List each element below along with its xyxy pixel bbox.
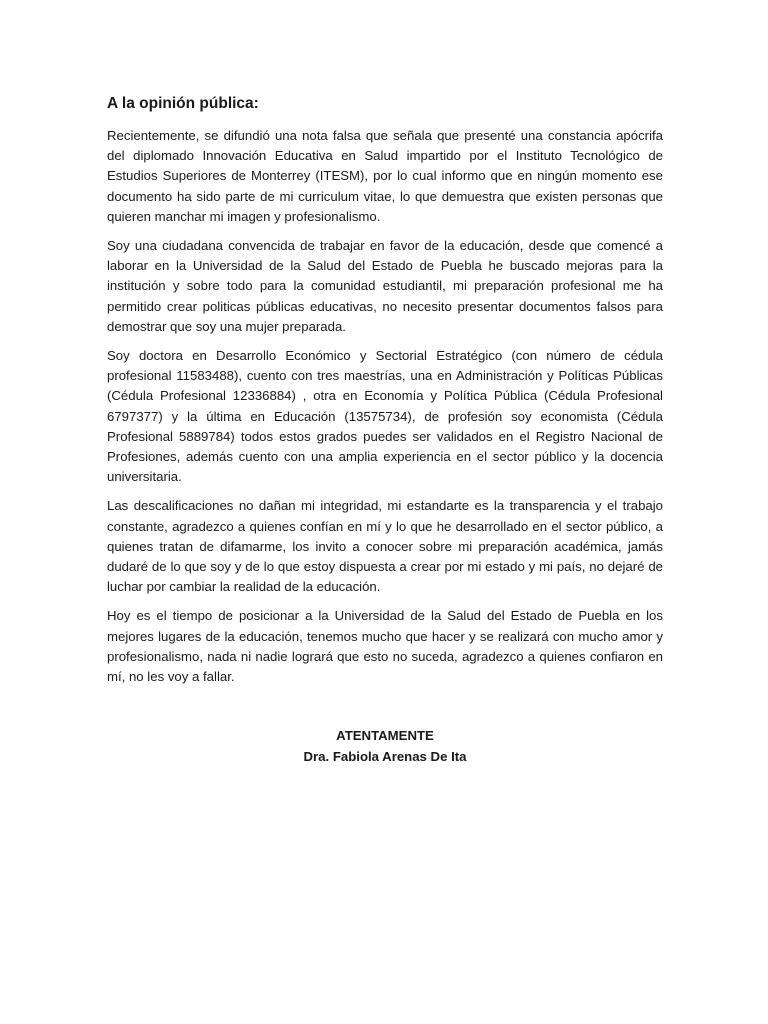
- letter-heading: A la opinión pública:: [107, 95, 259, 112]
- signer-name: Dra. Fabiola Arenas De Ita: [303, 749, 467, 765]
- paragraph-1: Recientemente, se difundió una nota falsa que señala que presenté una constancia apócrifa del diplomado Innovación Educativa en Salud impartido por el Instituto Tecnológico de Estudios Superiores de Monterrey (ITESM), por lo cual informo que en ningún momento ese documento ha sido parte de mi curriculum vitae, lo que demuestra que existen personas que quieren manchar mi imagen y profesionalismo.: [107, 128, 663, 224]
- closing-text: ATENTAMENTE: [336, 728, 434, 744]
- paragraph-2: Soy una ciudadana convencida de trabajar en favor de la educación, desde que comencé a laborar en la Universidad de la Salud del Estado de Puebla he buscado mejoras para la institución y sobre todo para la comunidad estudiantil, mi preparación profesional me ha permitido crear politicas públicas educativas, no necesito presentar documentos falsos para demostrar que soy una mujer preparada.: [107, 238, 663, 334]
- signature-block: [107, 725, 663, 767]
- paragraph-3: Soy doctora en Desarrollo Económico y Sectorial Estratégico (con número de cédula profesional 11583488), cuento con tres maestrías, una en Administración y Políticas Públicas (Cédula Profesional 12336884) , otra en Economía y Política Pública (Cédula Profesional 6797377) y la última en Educación (13575734), de profesión soy economista (Cédula Profesional 5889784) todos estos grados puedes ser validados en el Registro Nacional de Profesiones, además cuento con una amplia experiencia en el sector público y la docencia universitaria.: [107, 348, 663, 485]
- paragraph-4: Las descalificaciones no dañan mi integridad, mi estandarte es la transparencia y el trabajo constante, agradezco a quienes confían en mí y lo que he desarrollado en el sector público, a quienes tratan de difamarme, los invito a conocer sobre mi preparación académica, jamás dudaré de lo que soy y de lo que estoy dispuesta a crear por mi estado y mi país, no dejaré de luchar por cambiar la realidad de la educación.: [107, 498, 663, 595]
- open-letter: [107, 92, 663, 767]
- paragraph-5: Hoy es el tiempo de posicionar a la Universidad de la Salud del Estado de Puebla en los mejores lugares de la educación, tenemos mucho que hacer y se realizará con mucho amor y profesionalismo, nada ni nadie logrará que esto no suceda, agradezco a quienes confiaron en mí, no les voy a fallar.: [107, 608, 663, 685]
